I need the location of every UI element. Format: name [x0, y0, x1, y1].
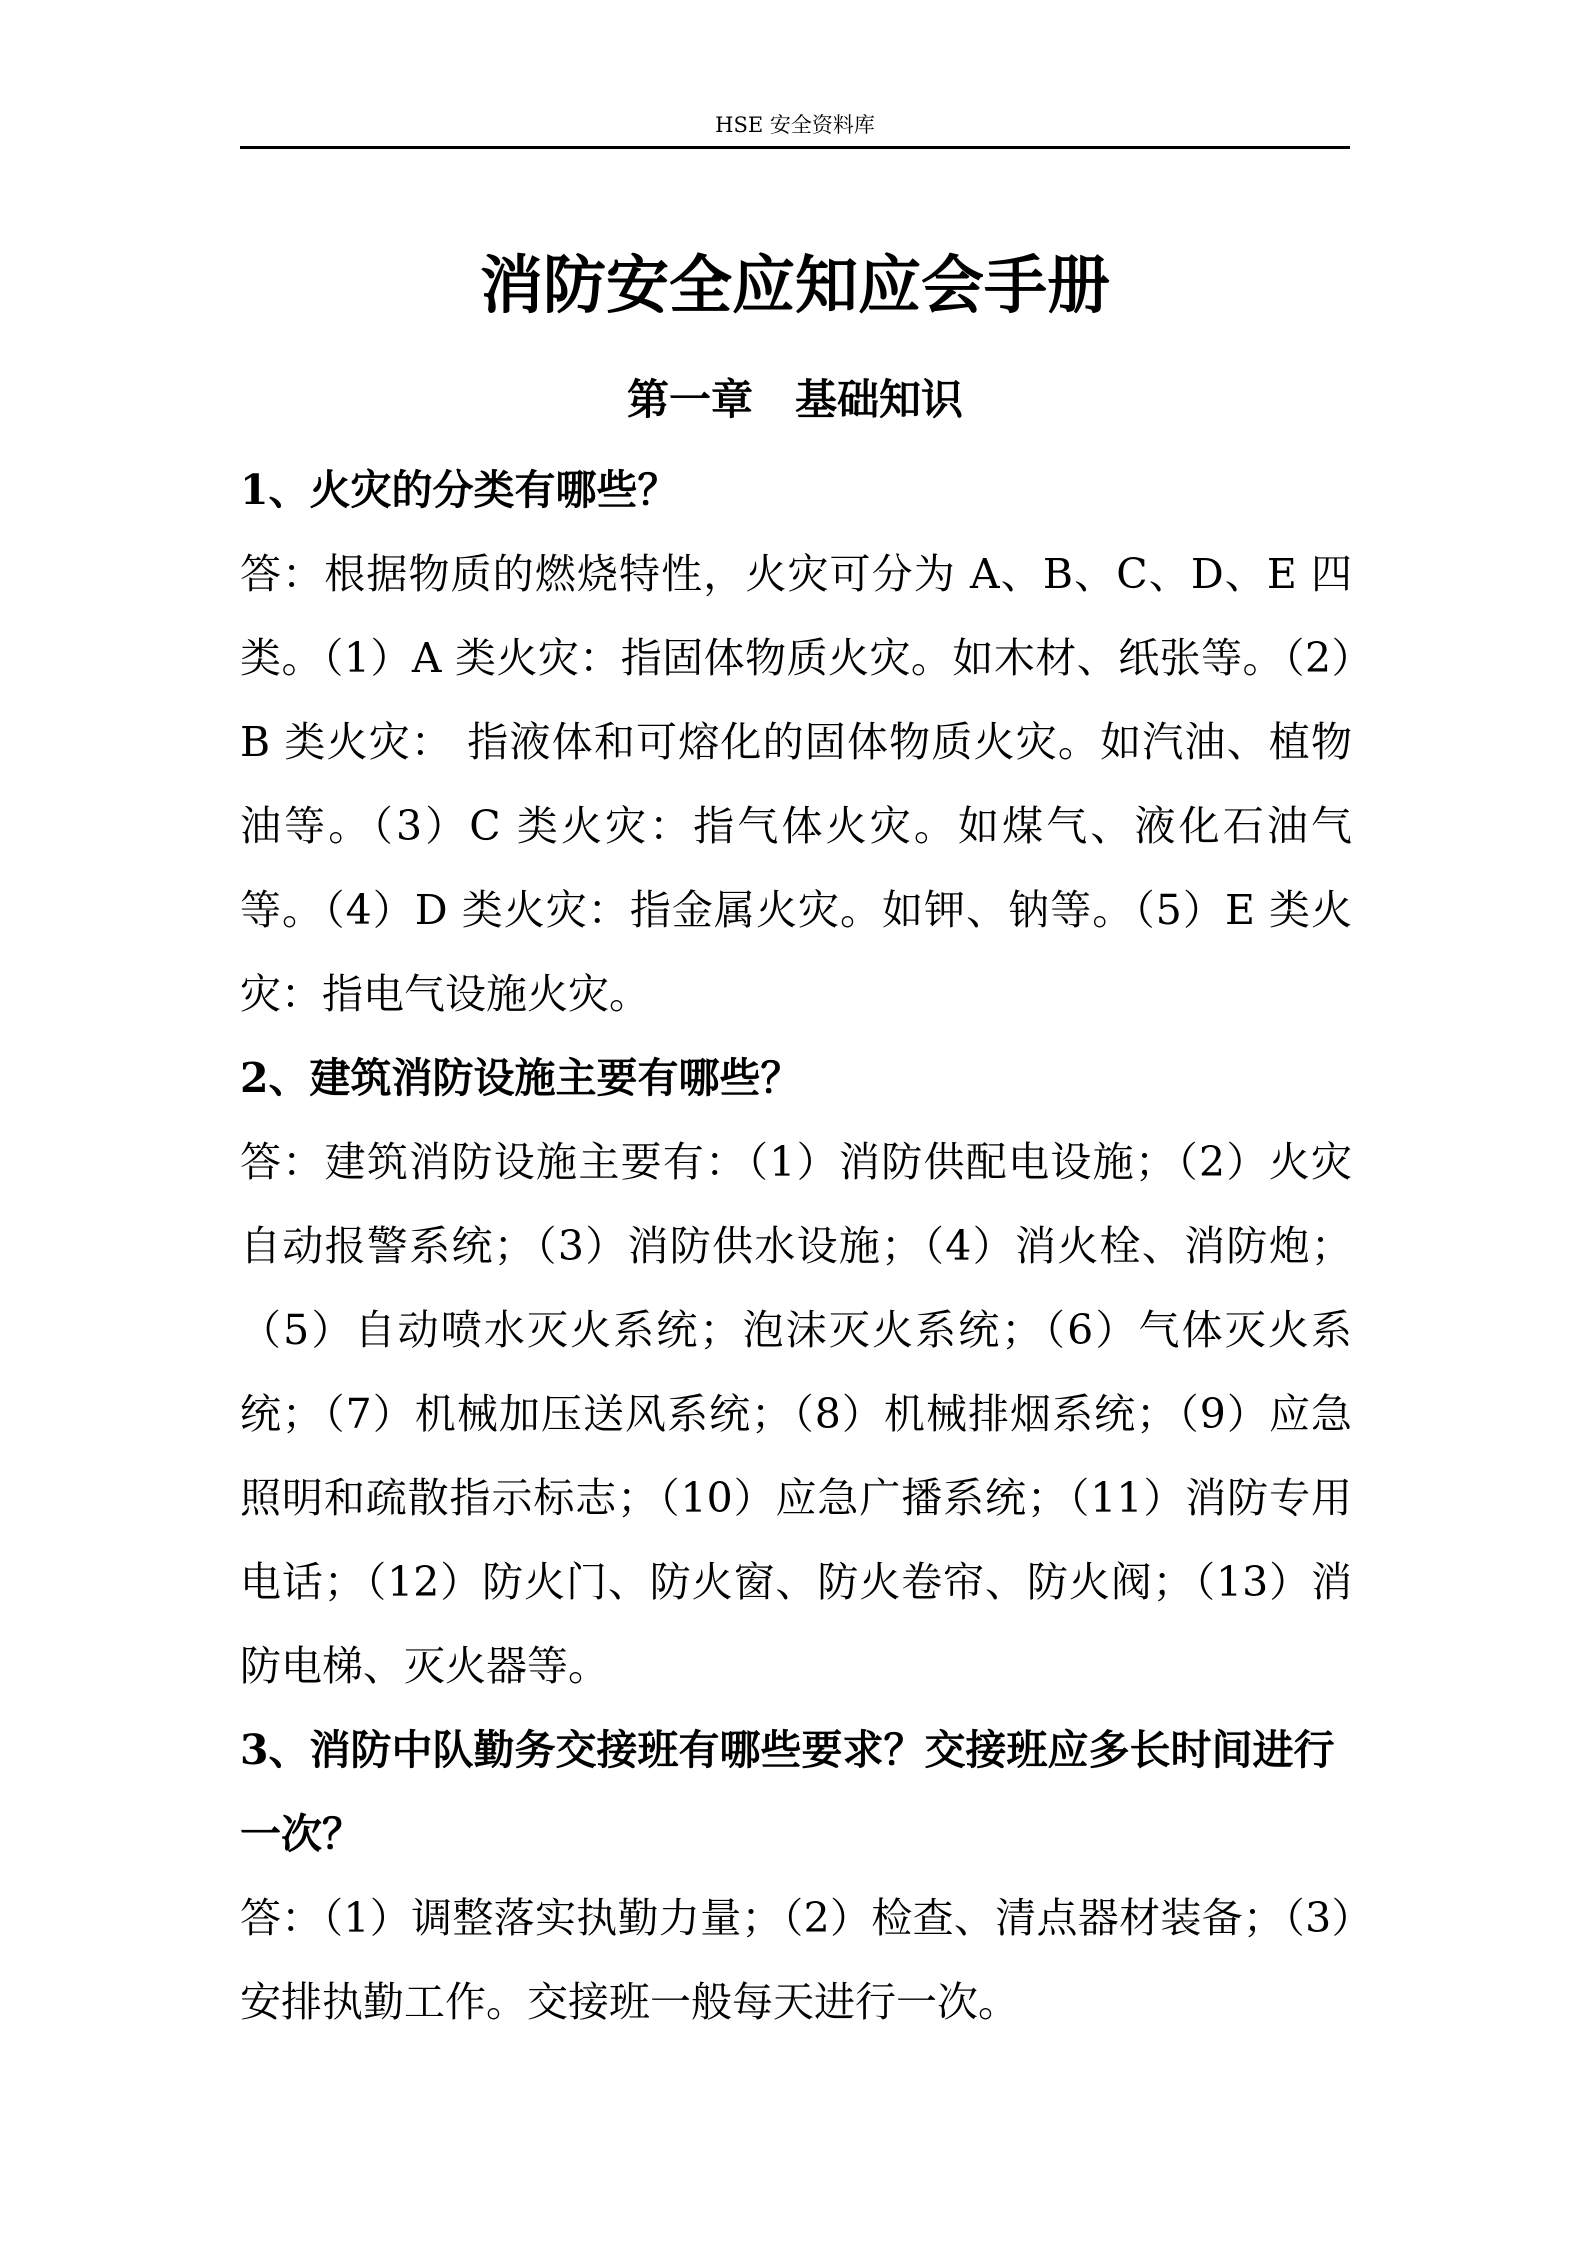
- answer-3: 答：（1）调整落实执勤力量；（2）检查、清点器材装备；（3）安排执勤工作。交接班一般每天进行一次。: [240, 1894, 1352, 2026]
- answer-1: 答：根据物质的燃烧特性，火灾可分为 A、B、C、D、E 四类。（1）A 类火灾：指固体物质火灾。如木材、纸张等。（2）B 类火灾： 指液体和可熔化的固体物质火灾。如汽油、植物油等。（3）C 类火灾：指气体火灾。如煤气、液化石油气等。（4）D 类火灾：指金属火灾。如钾、钠等。（5）E 类火灾：指电气设施火灾。: [240, 550, 1352, 1018]
- header-divider: [240, 146, 1350, 149]
- page-header: HSE 安全资料库: [715, 113, 875, 137]
- answer-2: 答：建筑消防设施主要有：（1）消防供配电设施；（2）火灾自动报警系统；（3）消防供水设施；（4）消火栓、消防炮；（5）自动喷水灭火系统；泡沫灭火系统；（6）气体灭火系统；（7）机械加压送风系统；（8）机械排烟系统；（9）应急照明和疏散指示标志；（10）应急广播系统；（11）消防专用电话；（12）防火门、防火窗、防火卷帘、防火阀；（13）消防电梯、灭火器等。: [240, 1138, 1352, 1690]
- question-2: 2、建筑消防设施主要有哪些？: [240, 1054, 802, 1102]
- question-3: 3、消防中队勤务交接班有哪些要求？交接班应多长时间进行一次？: [240, 1726, 1335, 1858]
- document-title: 消防安全应知应会手册: [480, 248, 1110, 322]
- chapter-title: 第一章 基础知识: [626, 375, 963, 424]
- document-body: [240, 448, 1352, 2044]
- question-1: 1、火灾的分类有哪些？: [240, 466, 679, 514]
